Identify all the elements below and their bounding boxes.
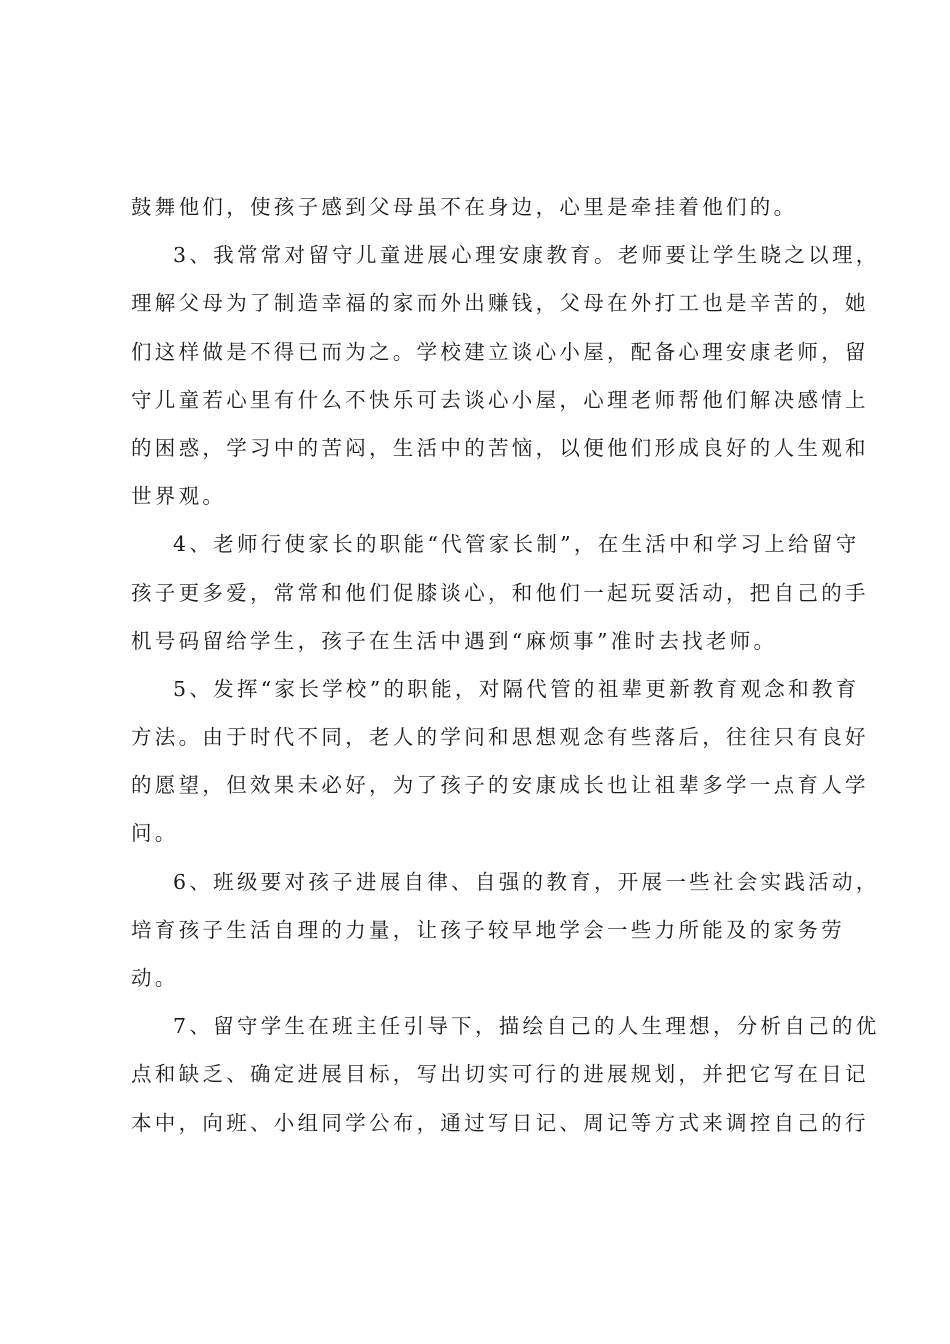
text-line: 6、班级要对孩子进展自律、自强的教育，开展一些社会实践活动， — [173, 869, 880, 894]
text-line: 机号码留给学生，孩子在生活中遇到“麻烦事”准时去找老师。 — [131, 628, 778, 653]
text-line: 的困惑，学习中的苦闷，生活中的苦恼，以便他们形成良好的人生观和 — [131, 435, 869, 460]
text-line: 4、老师行使家长的职能“代管家长制”，在生活中和学习上给留守 — [173, 532, 860, 557]
text-line: 鼓舞他们，使孩子感到父母虽不在身边，心里是牵挂着他们的。 — [131, 195, 798, 219]
document-body — [131, 183, 880, 1147]
text-line: 们这样做是不得已而为之。学校建立谈心小屋，配备心理安康老师，留 — [131, 339, 869, 364]
text-line: 孩子更多爱，常常和他们促膝谈心，和他们一起玩耍活动，把自己的手 — [131, 580, 869, 605]
paragraph-item-7 — [131, 1002, 880, 1147]
text-line: 培育孩子生活自理的力量，让孩子较早地学会一些力所能及的家务劳 — [131, 917, 845, 942]
text-line: 5、发挥“家长学校”的职能，对隔代管的祖辈更新教育观念和教育 — [173, 676, 860, 701]
text-line: 问。 — [131, 821, 179, 846]
paragraph-item-4 — [131, 520, 869, 665]
paragraph-continuation — [131, 183, 831, 231]
text-line: 理解父母为了制造幸福的家而外出赚钱，父母在外打工也是辛苦的，她 — [131, 291, 869, 316]
text-line: 点和缺乏、确定进展目标，写出切实可行的进展规划，并把它写在日记 — [131, 1062, 869, 1087]
paragraph-item-5 — [131, 665, 869, 858]
text-line: 3、我常常对留守儿童进展心理安康教育。老师要让学生晓之以理， — [173, 243, 880, 268]
text-line: 的愿望，但效果未必好，为了孩子的安康成长也让祖辈多学一点育人学 — [131, 773, 869, 798]
text-line: 守儿童若心里有什么不快乐可去谈心小屋，心理老师帮他们解决感情上 — [131, 387, 869, 412]
paragraph-item-6 — [131, 858, 880, 1003]
text-line: 方法。由于时代不同，老人的学问和思想观念有些落后，往往只有良好 — [131, 725, 869, 750]
text-line: 世界观。 — [131, 484, 227, 509]
paragraph-item-3 — [131, 231, 880, 520]
text-line: 7、留守学生在班主任引导下，描绘自己的人生理想，分析自己的优 — [173, 1014, 880, 1039]
text-line: 动。 — [131, 966, 179, 990]
text-line: 本中，向班、小组同学公布，通过写日记、周记等方式来调控自己的行 — [131, 1110, 869, 1135]
